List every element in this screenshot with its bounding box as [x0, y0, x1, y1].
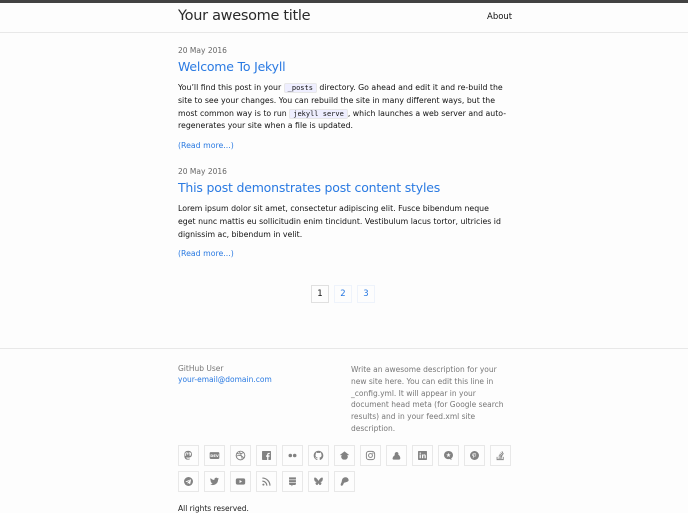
dev-icon[interactable]	[204, 445, 225, 466]
pagination-page-2[interactable]: 2	[334, 285, 352, 303]
site-header	[0, 3, 688, 33]
read-more-link[interactable]: (Read more...)	[178, 141, 234, 150]
stackoverflow-icon[interactable]	[490, 445, 511, 466]
keybase-icon[interactable]	[386, 445, 407, 466]
pagination-current-page: 1	[311, 285, 329, 303]
post-excerpt	[178, 82, 508, 133]
inline-code: _posts	[284, 83, 317, 93]
svg-text:DEV: DEV	[210, 453, 219, 459]
nav-link-about[interactable]: About	[487, 12, 513, 22]
linkedin-icon[interactable]	[412, 445, 433, 466]
social-links	[178, 445, 518, 492]
patreon-icon[interactable]	[334, 471, 355, 492]
footer-rights-text: All rights reserved.	[178, 504, 249, 513]
twitter-icon[interactable]	[204, 471, 225, 492]
mastodon-icon[interactable]	[178, 445, 199, 466]
footer-user-name: GitHub User	[178, 364, 224, 373]
youtube-icon[interactable]	[230, 471, 251, 492]
post-date: 20 May 2016	[178, 46, 227, 55]
excerpt-text: You’ll find this post in your	[178, 83, 284, 92]
excerpt-text: Lorem ipsum dolor sit amet, consectetur adipiscing elit. Fusce bibendum neque eget nunc mattis eu sollicitudin enim tincidunt. Vestibulum lacus tortor, ultricies id dignissim ac, bibendum in velit.	[178, 204, 501, 239]
read-more-link[interactable]: (Read more...)	[178, 249, 234, 258]
stackexchange-icon[interactable]	[282, 471, 303, 492]
telegram-icon[interactable]	[178, 471, 199, 492]
pagination	[311, 285, 375, 303]
site-title-link[interactable]: Your awesome title	[178, 8, 311, 24]
footer-email-link[interactable]: your-email@domain.com	[178, 375, 272, 384]
post-date: 20 May 2016	[178, 167, 227, 176]
post-title-link[interactable]: Welcome To Jekyll	[178, 59, 286, 74]
post-title-link[interactable]: This post demonstrates post content styles	[178, 180, 441, 195]
github-icon[interactable]	[308, 445, 329, 466]
google-scholar-icon[interactable]	[334, 445, 355, 466]
inline-code: jekyll serve	[289, 109, 348, 119]
footer-description: Write an awesome description for your new site here. You can edit this line in _config.yml. It will appear in your document head meta (for Google search results) and in your feed.xml site description.	[351, 365, 504, 433]
footer-divider	[0, 348, 688, 349]
instagram-icon[interactable]	[360, 445, 381, 466]
microdotblog-icon[interactable]	[438, 445, 459, 466]
flickr-icon[interactable]	[282, 445, 303, 466]
post-excerpt	[178, 203, 508, 241]
excerpt-text: directory. Go ahead and edit it and re-build the site to see your changes. You can rebuild the site in many different ways, but the most common way is to run	[178, 83, 503, 118]
bluesky-icon[interactable]	[308, 471, 329, 492]
excerpt-text: , which launches a web server and auto-regenerates your site when a file is updated.	[178, 108, 507, 131]
rss-icon[interactable]	[256, 471, 277, 492]
facebook-icon[interactable]	[256, 445, 277, 466]
pinterest-icon[interactable]	[464, 445, 485, 466]
pagination-page-3[interactable]: 3	[357, 285, 375, 303]
dribbble-icon[interactable]	[230, 445, 251, 466]
